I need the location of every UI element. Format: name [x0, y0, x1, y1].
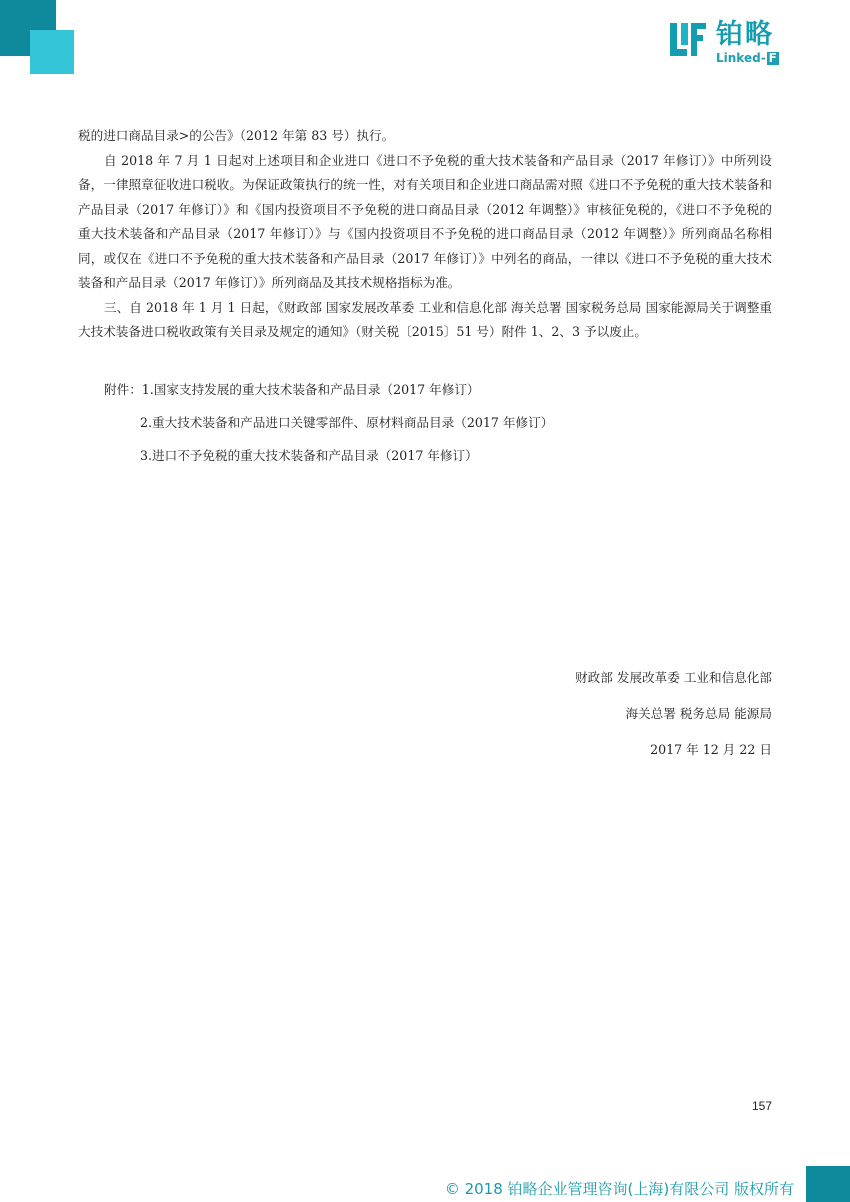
page-number: 157	[752, 1099, 773, 1113]
linked-f-logo-icon	[668, 20, 708, 60]
signature-block	[575, 660, 772, 768]
attachment-list	[78, 378, 772, 469]
signature-line-1: 财政部 发展改革委 工业和信息化部	[575, 670, 772, 685]
attachment-item: 3.进口不予免税的重大技术装备和产品目录（2017 年修订）	[140, 447, 478, 463]
brand-logo	[668, 20, 798, 66]
logo-english-text: Linked-	[716, 51, 766, 65]
attachment-item: 2.重大技术装备和产品进口关键零部件、原材料商品目录（2017 年修订）	[140, 414, 554, 430]
logo-chinese-name: 铂略	[716, 19, 774, 50]
signature-line-2: 海关总署 税务总局 能源局	[625, 706, 772, 721]
document-body	[78, 124, 772, 477]
footer-copyright: © 2018 铂略企业管理咨询(上海)有限公司 版权所有	[444, 1180, 794, 1198]
paragraph-continuation: 税的进口商品目录>的公告》（2012 年第 83 号）执行。	[78, 128, 395, 143]
corner-decoration-light	[30, 30, 74, 74]
signature-date: 2017 年 12 月 22 日	[650, 742, 772, 757]
logo-english-name	[716, 51, 779, 65]
attachment-item: 附件：1.国家支持发展的重大技术装备和产品目录（2017 年修订）	[104, 381, 480, 397]
logo-f-box: F	[768, 51, 777, 65]
paragraph-repeal: 三、自 2018 年 1 月 1 日起，《财政部 国家发展改革委 工业和信息化部 海关总署 国家税务总局 国家能源局关于调整重大技术装备进口税收政策有关目录及规定的通知》（财关税〔2015〕51 号）附件 1、2、3 予以废止。	[78, 299, 772, 339]
footer-decoration	[806, 1166, 850, 1202]
paragraph-effective-date: 自 2018 年 7 月 1 日起对上述项目和企业进口《进口不予免税的重大技术装备和产品目录（2017 年修订）》中所列设备，一律照章征收进口税收。为保证政策执行的统一性，对有关项目和企业进口商品需对照《进口不予免税的重大技术装备和产品目录（2017 年修订）》和《国内投资项目不予免税的进口商品目录（2012 年调整）》审核征免税的，《进口不予免税的重大技术装备和产品目录（2017 年修订）》与《国内投资项目不予免税的进口商品目录（2012 年调整）》所列商品名称相同，或仅在《进口不予免税的重大技术装备和产品目录（2017 年修订）》中列名的商品，一律以《进口不予免税的重大技术装备和产品目录（2017 年修订）》所列商品及其技术规格指标为准。	[78, 152, 772, 290]
